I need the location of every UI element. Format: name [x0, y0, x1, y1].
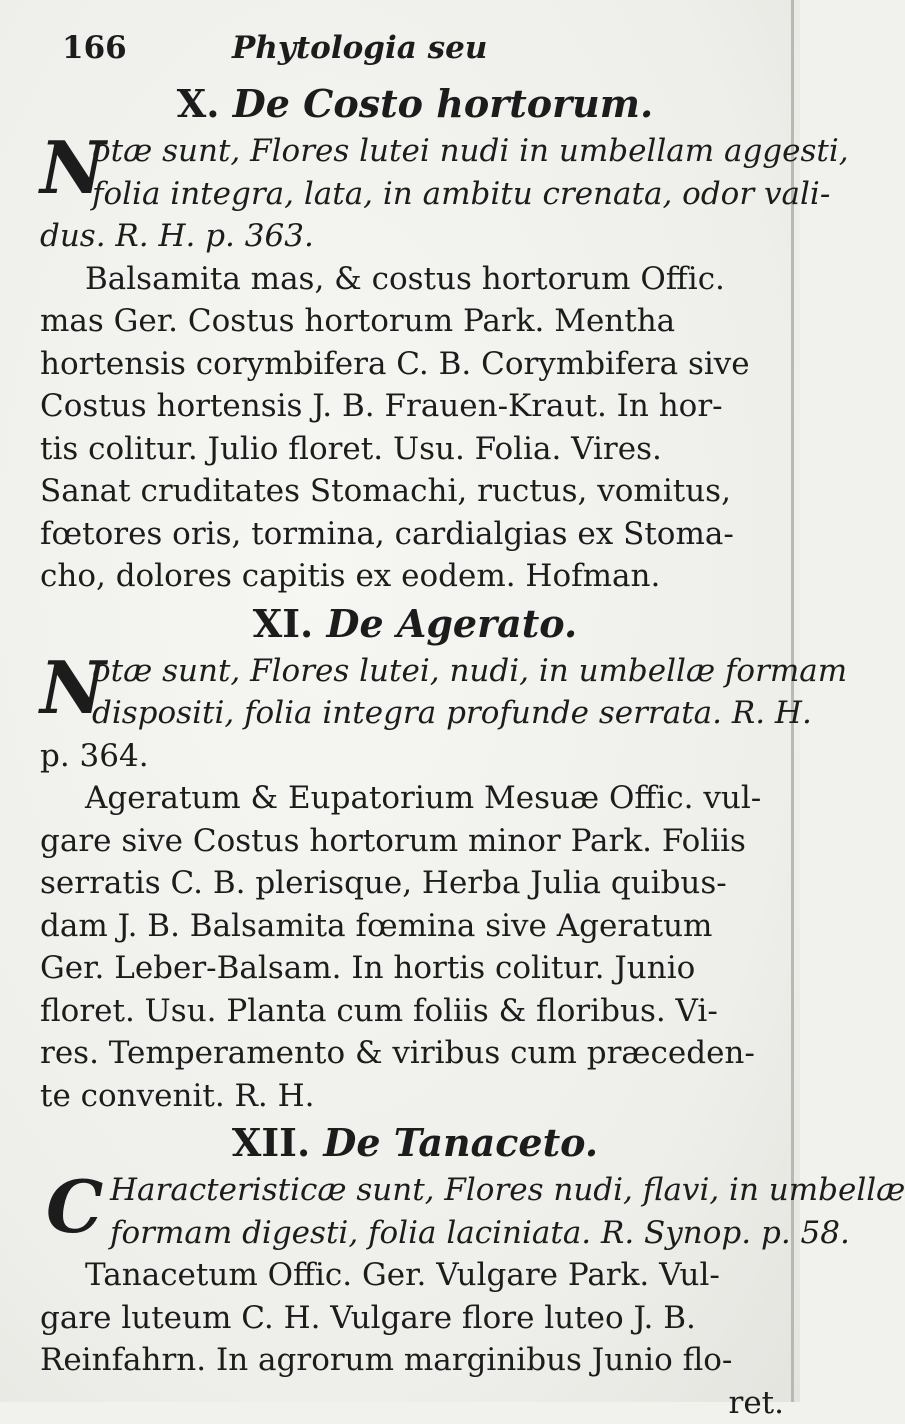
drop-capital: N	[40, 132, 106, 204]
body-line: gare sive Costus hortorum minor Park. Foliis	[40, 820, 790, 863]
body-line: Tanacetum Offic. Ger. Vulgare Park. Vul-	[40, 1254, 790, 1297]
body-line: te convenit. R. H.	[40, 1075, 790, 1118]
body-line: Reinfahrn. In agrorum marginibus Junio flo-	[40, 1339, 790, 1382]
section-heading: De Costo hortorum.	[233, 81, 653, 126]
body-line: res. Temperamento & viribus cum præceden-	[40, 1032, 790, 1075]
note-paragraph	[40, 650, 790, 778]
section-title-costus	[40, 78, 790, 130]
note-paragraph	[40, 1169, 790, 1254]
body-line: gare luteum C. H. Vulgare flore luteo J. B.	[40, 1297, 790, 1340]
page-number: 166	[62, 30, 232, 66]
body-paragraph	[40, 258, 790, 598]
body-line: cho, dolores capitis ex eodem. Hofman.	[40, 555, 790, 598]
body-line: Balsamita mas, & costus hortorum Offic.	[40, 258, 790, 301]
catchword: ret.	[40, 1382, 790, 1424]
section-number: XI.	[253, 601, 314, 646]
note-line: p. 364.	[40, 735, 790, 778]
note-line: formam digesti, folia laciniata. R. Synop. p. 58.	[40, 1212, 790, 1255]
note-line: folia integra, lata, in ambitu crenata, odor vali-	[40, 173, 790, 216]
section-title-tanacetum	[40, 1117, 790, 1169]
note-line: dispositi, folia integra profunde serrata. R. H.	[40, 692, 790, 735]
body-line: mas Ger. Costus hortorum Park. Mentha	[40, 300, 790, 343]
note-paragraph	[40, 130, 790, 258]
body-line: tis colitur. Julio floret. Usu. Folia. Vires.	[40, 428, 790, 471]
text-block	[40, 30, 790, 1424]
body-line: Costus hortensis J. B. Frauen-Kraut. In hor-	[40, 385, 790, 428]
note-line: dus. R. H. p. 363.	[40, 215, 790, 258]
body-line: fœtores oris, tormina, cardialgias ex Stoma-	[40, 513, 790, 556]
section-title-ageratum	[40, 598, 790, 650]
section-heading: De Tanaceto.	[323, 1120, 598, 1165]
body-line: hortensis corymbifera C. B. Corymbifera sive	[40, 343, 790, 386]
drop-capital: C	[46, 1171, 103, 1243]
section-number: XII.	[232, 1120, 310, 1165]
body-paragraph	[40, 777, 790, 1117]
body-line: dam J. B. Balsamita fœmina sive Ageratum	[40, 905, 790, 948]
body-line: serratis C. B. plerisque, Herba Julia quibus-	[40, 862, 790, 905]
section-number: X.	[177, 81, 220, 126]
note-line: otæ sunt, Flores lutei, nudi, in umbellæ formam	[40, 650, 790, 693]
running-header	[40, 30, 790, 78]
body-line: Ageratum & Eupatorium Mesuæ Offic. vul-	[40, 777, 790, 820]
body-paragraph	[40, 1254, 790, 1424]
section-heading: De Agerato.	[327, 601, 578, 646]
body-line: Ger. Leber-Balsam. In hortis colitur. Junio	[40, 947, 790, 990]
note-line: Haracteristicæ sunt, Flores nudi, flavi, in umbellæ	[40, 1169, 790, 1212]
body-line: Sanat cruditates Stomachi, ructus, vomitus,	[40, 470, 790, 513]
body-line: floret. Usu. Planta cum foliis & floribus. Vi-	[40, 990, 790, 1033]
note-line: otæ sunt, Flores lutei nudi in umbellam aggesti,	[40, 130, 790, 173]
running-title: Phytologia seu	[232, 30, 487, 66]
drop-capital: N	[40, 652, 106, 724]
